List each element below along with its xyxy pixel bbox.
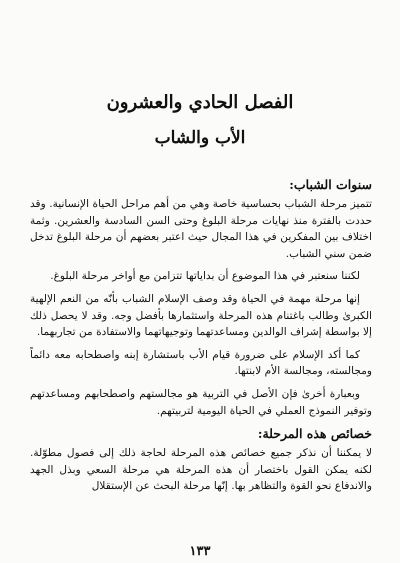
page-number: ١٣٣ <box>189 544 211 559</box>
paragraph: إنها مرحلة مهمة في الحياة وقد وصف الإسلام الشباب بأنّه من النعم الإلهية الكبرىٰ وطالب باغتنام هذه المرحلة واستثمارها بأفضل وجه. وقد لا يحصل ذلك إلا بواسطة إشراف الوالدين ومساعدتهما وتوجيهاتهما والاستفادة من تجاربهما. <box>30 292 372 339</box>
section-heading: خصائص هذه المرحلة: <box>257 426 372 442</box>
paragraph: لكننا سنعتبر في هذا الموضوع أن بداياتها تتزامن مع أواخر مرحلة البلوغ. <box>50 270 360 283</box>
section-heading: سنوات الشباب: <box>289 177 372 192</box>
paragraph: تتميز مرحلة الشباب بحساسية خاصة وهي من أهم مراحل الحياة الإنسانية. وقد حددت بالفترة منذ نهايات مرحلة البلوغ وحتى السن السادسة والعشرين. وثمة اختلاف بين المفكرين في هذا المجال حيث اعتبر بعضهم أن مرحلة البلوغ تدخل ضمن سني الشباب. <box>30 198 372 260</box>
page-body <box>30 176 372 501</box>
paragraph: كما أكد الإسلام على ضرورة قيام الأب باستشارة إبنه واصطحابه معه دائماً ومجالسته، ومجالسة الأم لابنتها. <box>30 348 372 378</box>
chapter-subtitle: الأب والشاب <box>154 128 246 148</box>
paragraph: وبعبارة أخرىٰ فإن الأصل في التربية هو مجالستهم واصطحابهم ومساعدتهم وتوفير النموذج العملي في الحياة اليومية لتربيتهم. <box>30 387 372 417</box>
section-stage-characteristics <box>30 425 372 495</box>
section-youth-years <box>30 176 372 419</box>
paragraph: لا يمكننا أن نذكر جميع خصائص هذه المرحلة لحاجة ذلك إلى فصول مطوّلة. لكنه يمكن القول باختصار أن هذه المرحلة هي مرحلة السعي وبذل الجهد والاندفاع نحو القوة والتظاهر بها. إنّها مرحلة البحث عن الإستقلال <box>30 447 372 493</box>
chapter-title: الفصل الحادي والعشرون <box>106 92 294 113</box>
